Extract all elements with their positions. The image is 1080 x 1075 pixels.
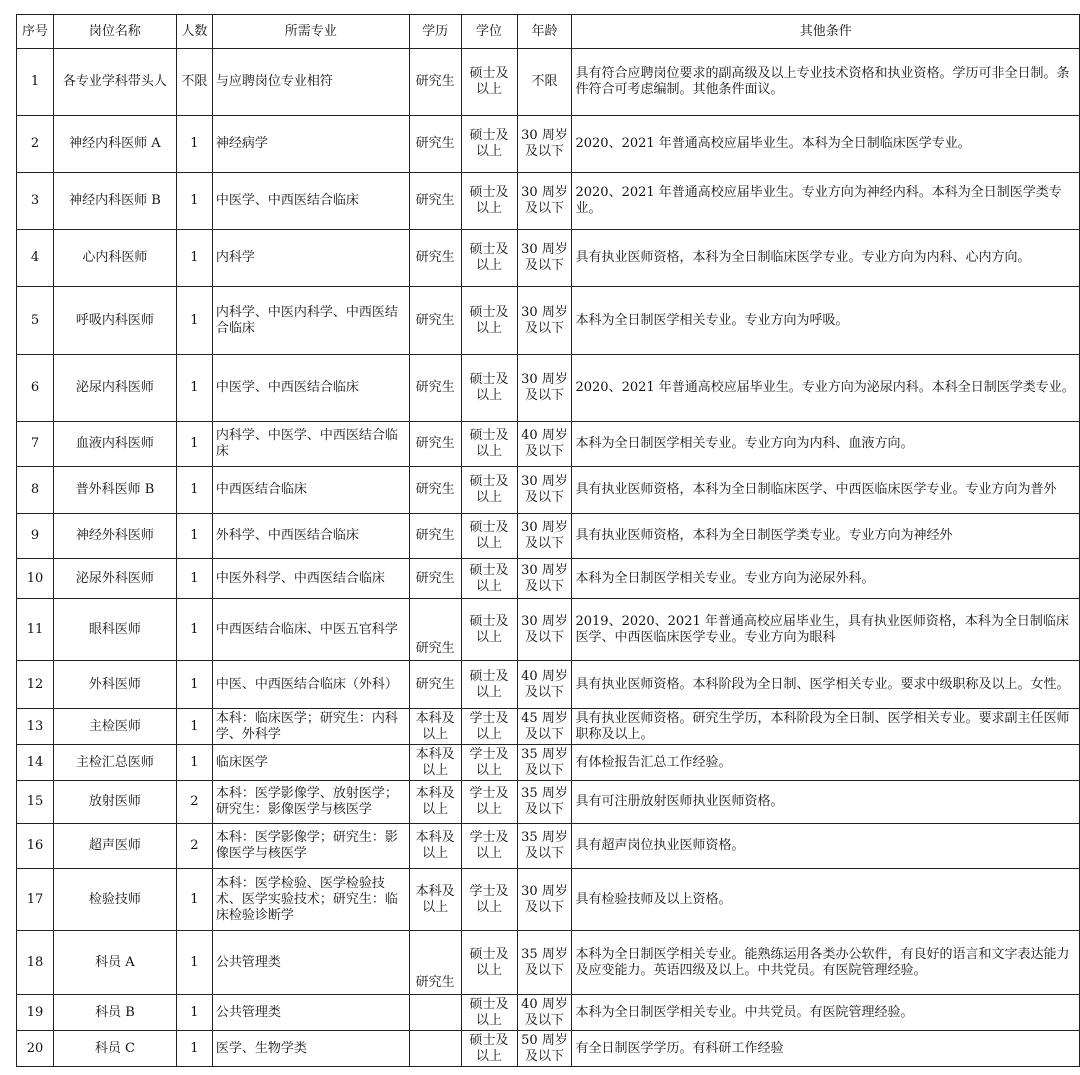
header-no: 序号	[17, 15, 54, 49]
row-other: 本科为全日制医学相关专业。能熟练运用各类办公软件，有良好的语言和文字表达能力及应变能力。英语四级及以上。中共党员。有医院管理经验。	[572, 931, 1080, 995]
row-major: 内科学、中医内科学、中西医结合临床	[212, 287, 409, 355]
row-title: 神经外科医师	[53, 514, 176, 559]
row-count: 1	[176, 709, 212, 745]
row-count: 1	[176, 355, 212, 422]
row-title: 泌尿内科医师	[53, 355, 176, 422]
row-degree: 硕士及以上	[461, 467, 517, 514]
table-row	[17, 173, 1080, 230]
row-count: 1	[176, 1031, 212, 1067]
row-no: 10	[17, 559, 54, 599]
row-count: 2	[176, 781, 212, 824]
row-major: 医学、生物学类	[212, 1031, 409, 1067]
row-education: 本科及以上	[409, 869, 461, 931]
table-row	[17, 599, 1080, 661]
row-age: 40 周岁及以下	[517, 422, 572, 467]
row-education	[409, 995, 461, 1031]
row-education: 本科及以上	[409, 781, 461, 824]
row-age: 35 周岁及以下	[517, 781, 572, 824]
row-other: 2020、2021 年普通高校应届毕业生。专业方向为泌尿内科。本科全日制医学类专业。	[572, 355, 1080, 422]
row-age: 40 周岁及以下	[517, 661, 572, 709]
row-no: 4	[17, 230, 54, 287]
row-other: 具有执业医师资格，本科为全日制临床医学专业。专业方向为内科、心内方向。	[572, 230, 1080, 287]
row-education: 研究生	[409, 559, 461, 599]
row-other: 具有执业医师资格。本科阶段为全日制、医学相关专业。要求中级职称及以上。女性。	[572, 661, 1080, 709]
row-count: 2	[176, 824, 212, 869]
row-degree: 硕士及以上	[461, 49, 517, 116]
header-position: 岗位名称	[53, 15, 176, 49]
table-row	[17, 869, 1080, 931]
row-education: 研究生	[409, 116, 461, 173]
table-row	[17, 745, 1080, 781]
row-no: 18	[17, 931, 54, 995]
row-title: 超声医师	[53, 824, 176, 869]
row-major: 神经病学	[212, 116, 409, 173]
row-count: 1	[176, 661, 212, 709]
table-row	[17, 931, 1080, 995]
row-degree: 硕士及以上	[461, 116, 517, 173]
row-degree: 学士及以上	[461, 869, 517, 931]
row-title: 眼科医师	[53, 599, 176, 661]
row-count: 不限	[176, 49, 212, 116]
row-age: 30 周岁及以下	[517, 599, 572, 661]
row-other: 具有可注册放射医师执业医师资格。	[572, 781, 1080, 824]
row-major: 中医外科学、中西医结合临床	[212, 559, 409, 599]
row-no: 2	[17, 116, 54, 173]
row-education: 本科及以上	[409, 824, 461, 869]
row-age: 30 周岁及以下	[517, 230, 572, 287]
row-major: 中医学、中西医结合临床	[212, 355, 409, 422]
row-count: 1	[176, 559, 212, 599]
row-no: 8	[17, 467, 54, 514]
row-no: 17	[17, 869, 54, 931]
row-major: 与应聘岗位专业相符	[212, 49, 409, 116]
header-degree: 学位	[461, 15, 517, 49]
row-age: 30 周岁及以下	[517, 355, 572, 422]
row-education: 本科及以上	[409, 709, 461, 745]
row-count: 1	[176, 599, 212, 661]
row-count: 1	[176, 931, 212, 995]
row-education: 研究生	[409, 230, 461, 287]
row-major: 内科学	[212, 230, 409, 287]
row-major: 中西医结合临床	[212, 467, 409, 514]
row-major: 公共管理类	[212, 931, 409, 995]
row-degree: 学士及以上	[461, 709, 517, 745]
row-other: 具有执业医师资格，本科为全日制医学类专业。专业方向为神经外	[572, 514, 1080, 559]
header-age: 年龄	[517, 15, 572, 49]
row-no: 19	[17, 995, 54, 1031]
row-other: 具有超声岗位执业医师资格。	[572, 824, 1080, 869]
table-row	[17, 781, 1080, 824]
header-major: 所需专业	[212, 15, 409, 49]
table-row	[17, 355, 1080, 422]
row-degree: 硕士及以上	[461, 599, 517, 661]
row-degree: 硕士及以上	[461, 173, 517, 230]
row-age: 不限	[517, 49, 572, 116]
row-degree: 硕士及以上	[461, 355, 517, 422]
header-other: 其他条件	[572, 15, 1080, 49]
row-degree: 学士及以上	[461, 745, 517, 781]
row-age: 30 周岁及以下	[517, 467, 572, 514]
row-count: 1	[176, 869, 212, 931]
row-title: 血液内科医师	[53, 422, 176, 467]
row-degree: 硕士及以上	[461, 995, 517, 1031]
table-row	[17, 709, 1080, 745]
table-row	[17, 287, 1080, 355]
row-education: 本科及以上	[409, 745, 461, 781]
row-count: 1	[176, 230, 212, 287]
row-other: 本科为全日制医学相关专业。中共党员。有医院管理经验。	[572, 995, 1080, 1031]
row-no: 14	[17, 745, 54, 781]
row-degree: 学士及以上	[461, 824, 517, 869]
row-other: 2020、2021 年普通高校应届毕业生。本科为全日制临床医学专业。	[572, 116, 1080, 173]
row-count: 1	[176, 995, 212, 1031]
row-major: 本科：医学影像学；研究生：影像医学与核医学	[212, 824, 409, 869]
row-no: 3	[17, 173, 54, 230]
recruitment-table	[16, 14, 1080, 1067]
row-major: 中西医结合临床、中医五官科学	[212, 599, 409, 661]
table-row	[17, 116, 1080, 173]
table-row	[17, 995, 1080, 1031]
row-major: 内科学、中医学、中西医结合临床	[212, 422, 409, 467]
row-count: 1	[176, 745, 212, 781]
row-age: 30 周岁及以下	[517, 869, 572, 931]
row-no: 9	[17, 514, 54, 559]
row-age: 50 周岁及以下	[517, 1031, 572, 1067]
row-degree: 硕士及以上	[461, 422, 517, 467]
row-education: 研究生	[409, 514, 461, 559]
row-education: 研究生	[409, 599, 461, 661]
table-row	[17, 824, 1080, 869]
row-education	[409, 1031, 461, 1067]
row-other: 2019、2020、2021 年普通高校应届毕业生，具有执业医师资格，本科为全日制临床医学、中西医临床医学专业。专业方向为眼科	[572, 599, 1080, 661]
row-other: 具有执业医师资格。研究生学历，本科阶段为全日制、医学相关专业。要求副主任医师职称及以上。	[572, 709, 1080, 745]
row-education: 研究生	[409, 173, 461, 230]
row-age: 30 周岁及以下	[517, 173, 572, 230]
row-count: 1	[176, 173, 212, 230]
row-no: 20	[17, 1031, 54, 1067]
row-title: 科员 A	[53, 931, 176, 995]
row-major: 外科学、中西医结合临床	[212, 514, 409, 559]
row-title: 科员 C	[53, 1031, 176, 1067]
row-major: 本科：医学影像学、放射医学；研究生：影像医学与核医学	[212, 781, 409, 824]
row-no: 1	[17, 49, 54, 116]
row-title: 神经内科医师 A	[53, 116, 176, 173]
row-age: 30 周岁及以下	[517, 559, 572, 599]
row-age: 45 周岁及以下	[517, 709, 572, 745]
row-no: 12	[17, 661, 54, 709]
header-row	[17, 15, 1080, 49]
row-other: 本科为全日制医学相关专业。专业方向为内科、血液方向。	[572, 422, 1080, 467]
row-other: 2020、2021 年普通高校应届毕业生。专业方向为神经内科。本科为全日制医学类专业。	[572, 173, 1080, 230]
row-title: 放射医师	[53, 781, 176, 824]
row-major: 本科：临床医学；研究生：内科学、外科学	[212, 709, 409, 745]
row-education: 研究生	[409, 467, 461, 514]
table-row	[17, 422, 1080, 467]
row-title: 主检汇总医师	[53, 745, 176, 781]
row-title: 各专业学科带头人	[53, 49, 176, 116]
row-title: 呼吸内科医师	[53, 287, 176, 355]
row-major: 中医学、中西医结合临床	[212, 173, 409, 230]
row-other: 具有执业医师资格，本科为全日制临床医学、中西医临床医学专业。专业方向为普外	[572, 467, 1080, 514]
row-count: 1	[176, 467, 212, 514]
row-age: 30 周岁及以下	[517, 287, 572, 355]
header-education: 学历	[409, 15, 461, 49]
row-degree: 硕士及以上	[461, 230, 517, 287]
row-no: 16	[17, 824, 54, 869]
row-title: 神经内科医师 B	[53, 173, 176, 230]
row-age: 35 周岁及以下	[517, 931, 572, 995]
row-education: 研究生	[409, 49, 461, 116]
row-age: 35 周岁及以下	[517, 824, 572, 869]
row-major: 中医、中西医结合临床（外科）	[212, 661, 409, 709]
row-count: 1	[176, 116, 212, 173]
table-row	[17, 49, 1080, 116]
row-count: 1	[176, 514, 212, 559]
row-age: 35 周岁及以下	[517, 745, 572, 781]
table-row	[17, 514, 1080, 559]
row-degree: 学士及以上	[461, 781, 517, 824]
row-education: 研究生	[409, 422, 461, 467]
row-no: 13	[17, 709, 54, 745]
row-major: 临床医学	[212, 745, 409, 781]
row-title: 心内科医师	[53, 230, 176, 287]
row-title: 检验技师	[53, 869, 176, 931]
row-education: 研究生	[409, 931, 461, 995]
row-other: 有全日制医学学历。有科研工作经验	[572, 1031, 1080, 1067]
row-count: 1	[176, 422, 212, 467]
row-age: 30 周岁及以下	[517, 116, 572, 173]
row-degree: 硕士及以上	[461, 931, 517, 995]
row-education: 研究生	[409, 355, 461, 422]
row-other: 本科为全日制医学相关专业。专业方向为泌尿外科。	[572, 559, 1080, 599]
row-title: 主检医师	[53, 709, 176, 745]
row-other: 本科为全日制医学相关专业。专业方向为呼吸。	[572, 287, 1080, 355]
row-title: 外科医师	[53, 661, 176, 709]
row-education: 研究生	[409, 661, 461, 709]
table-row	[17, 661, 1080, 709]
row-degree: 硕士及以上	[461, 287, 517, 355]
row-no: 7	[17, 422, 54, 467]
row-age: 40 周岁及以下	[517, 995, 572, 1031]
row-education: 研究生	[409, 287, 461, 355]
row-title: 普外科医师 B	[53, 467, 176, 514]
row-degree: 硕士及以上	[461, 514, 517, 559]
table-row	[17, 1031, 1080, 1067]
row-degree: 硕士及以上	[461, 559, 517, 599]
row-degree: 硕士及以上	[461, 1031, 517, 1067]
row-other: 具有检验技师及以上资格。	[572, 869, 1080, 931]
row-no: 15	[17, 781, 54, 824]
row-major: 公共管理类	[212, 995, 409, 1031]
row-no: 5	[17, 287, 54, 355]
row-title: 泌尿外科医师	[53, 559, 176, 599]
header-count: 人数	[176, 15, 212, 49]
row-title: 科员 B	[53, 995, 176, 1031]
table-row	[17, 559, 1080, 599]
row-major: 本科：医学检验、医学检验技术、医学实验技术；研究生：临床检验诊断学	[212, 869, 409, 931]
table-row	[17, 467, 1080, 514]
row-count: 1	[176, 287, 212, 355]
row-other: 具有符合应聘岗位要求的副高级及以上专业技术资格和执业资格。学历可非全日制。条件符合可考虑编制。其他条件面议。	[572, 49, 1080, 116]
row-other: 有体检报告汇总工作经验。	[572, 745, 1080, 781]
row-degree: 硕士及以上	[461, 661, 517, 709]
table-row	[17, 230, 1080, 287]
row-age: 30 周岁及以下	[517, 514, 572, 559]
recruitment-table-wrapper	[16, 14, 1080, 1067]
row-no: 6	[17, 355, 54, 422]
row-no: 11	[17, 599, 54, 661]
